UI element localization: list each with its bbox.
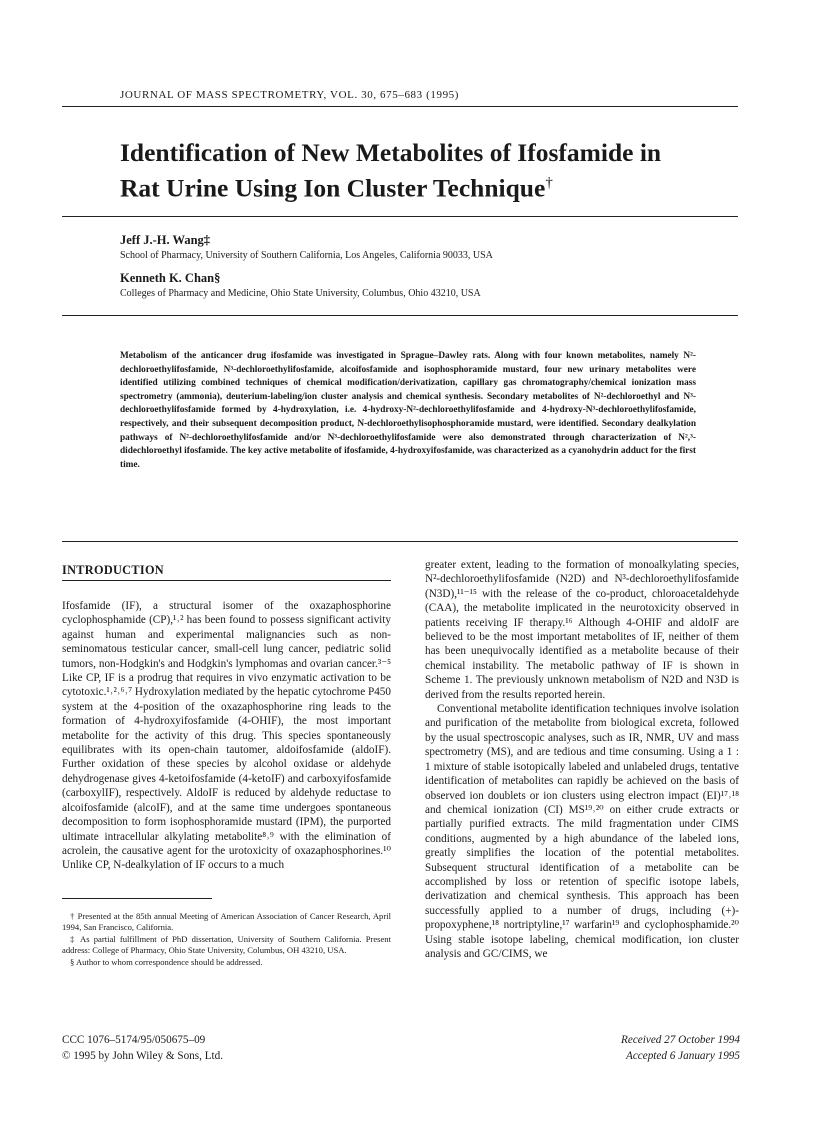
author-affiliation: School of Pharmacy, University of Southern California, Los Angeles, California 90033, USA: [120, 250, 493, 261]
body-paragraph: greater extent, leading to the formation of monoalkylating species, N²-dechloroethylifosfamide (N2D) and N³-dechloroethylifosfamide (N3D),¹¹⁻¹⁵ with the release of the co-product, chloroacetaldehyde (CAA), the metabolite implicated in the neurotoxicity observed in patients receiving IF therapy.¹⁶ Although 4-OHIF and aldoIF are believed to be the most important metabolites of IF, neither of them has been unequivocally identified as a metabolite because of their chemical instability. The metabolic pathway of IF is shown in Scheme 1. The previously unknown metabolism of N2D and N3D is derived from the results reported herein.: [425, 559, 739, 701]
publication-info: [62, 1032, 223, 1064]
footnote: § Author to whom correspondence should be addressed.: [70, 956, 263, 967]
ccc-code: CCC 1076–5174/95/050675–09: [62, 1034, 206, 1046]
title-footnote-mark: †: [545, 175, 553, 191]
title-rule: [62, 216, 738, 217]
journal-header: JOURNAL OF MASS SPECTROMETRY, VOL. 30, 675–683 (1995): [120, 89, 460, 101]
body-paragraph: Ifosfamide (IF), a structural isomer of the oxazaphosphorine cyclophosphamide (CP),¹˒² has been found to possess significant activity against human and experimental malignancies such as non-seminomatous testicular cancer, small-cell lung cancer, pediatric solid tumors, non-Hodgkin's and Hodgkin's lymphomas and ovarian cancer.³⁻⁵ Like CP, IF is a prodrug that requires in vivo enzymatic activation to be cytotoxic.¹˒²˒⁶˒⁷ Hydroxylation mediated by the hepatic cytochrome P450 system at the 4-position of the oxazaphosphorine ring leads to the formation of 4-hydroxyifosfamide (4-OHIF), the most important metabolite for the activity of this drug. This species spontaneously equilibrates with its open-chain tautomer, aldoifosfamide (aldoIF). Further oxidation of these species by alcohol oxidase or aldehyde dehydrogenase gives 4-ketoifosfamide (4-ketoIF) and carboxyifosfamide (carboxylIF), respectively. AldoIF is reduced by aldehyde reductase to alcoifosfamide (alcoIF), and at the same time undergoes spontaneous decomposition to form isophosphoramide mustard (IPM), the purported ultimate intracellular alkylating metabolite⁸˒⁹ with the elimination of acrolein, the causative agent for the urotoxicity of oxazaphosphorines.¹⁰ Unlike CP, N-dealkylation of IF occurs to a much: [62, 600, 391, 872]
title-line-2: Rat Urine Using Ion Cluster Technique: [120, 173, 546, 203]
author-affiliation: Colleges of Pharmacy and Medicine, Ohio State University, Columbus, Ohio 43210, USA: [120, 288, 481, 299]
authors-rule: [62, 315, 738, 316]
author-name: Jeff J.-H. Wang‡: [120, 233, 211, 247]
title-line-1: Identification of New Metabolites of Ifosfamide in: [120, 138, 662, 167]
copyright: © 1995 by John Wiley & Sons, Ltd.: [62, 1050, 224, 1062]
paper-title: [120, 137, 720, 204]
body-paragraph: Conventional metabolite identification techniques involve isolation and purification of the metabolite from biological excreta, followed by the usual spectroscopic analyses, such as IR, NMR, UV and mass spectrometry (MS), and are tedious and time consuming. Using a 1 : 1 mixture of stable isotopically labeled and unlabeled drugs, tentative identification of metabolites can rapidly be achieved on the basis of observed ion doublets or ion clusters using electron impact (EI)¹⁷˒¹⁸ and chemical ionization (CI) MS¹⁹˒²⁰ on either crude extracts or partially purified extracts. The mild fragmentation under CIMS conditions, augmented by a high abundance of the labeled ions, greatly simplifies the location of the potential metabolites. Subsequent structural identification of a metabolite can be accomplished by loss or retention of specific isotope labels, derivatization and chemical synthesis. This approach has been successfully applied to a number of drugs, including (+)-propoxyphene,¹⁸ nortriptyline,¹⁷ warfarin¹⁹ and cyclophosphamide.²⁰ Using stable isotope labeling, chemical modification, ion cluster analysis and GC/CIMS, we: [425, 703, 739, 960]
header-rule: [62, 106, 738, 107]
section-heading-underline: [62, 580, 391, 581]
footnote: † Presented at the 85th annual Meeting of American Association of Cancer Research, April 1994, San Francisco, California.: [62, 911, 391, 933]
right-column: [425, 558, 739, 961]
author-name: Kenneth K. Chan§: [120, 271, 221, 285]
section-heading-introduction: INTRODUCTION: [62, 563, 164, 577]
abstract: Metabolism of the anticancer drug ifosfamide was investigated in Sprague–Dawley rats. Along with four known metabolites, namely N²-dechloroethylifosfamide, N³-dechloroethylifosfamide, alcoifosfamide and isophosphoramide mustard, four new urinary metabolites were identified utilizing combined techniques of chemical modification/derivatization, capillary gas chromatography/chemical ionization mass spectrometry (ammonia), deuterium-labeling/ion cluster analysis and chemical synthesis. Secondary metabolites of N²-dechloroethyl and N³-dechloroethylifosfamide formed by 4-hydroxylation, i.e. 4-hydroxy-N²-dechloroethylifosfamide and 4-hydroxy-N³-dechloroethylifosfamide, respectively, and their subsequent decomposition product, N-dechloroethylisophosphoramide mustard, were identified. Secondary dealkylation pathways of N²-dechloroethylifosfamide and/or N³-dechloroethylifosfamide were also demonstrated through characterization of N²,³-didechloroethyl ifosfamide. The key active metabolite of ifosfamide, 4-hydroxyifosfamide, was characterized as a cyanohydrin adduct for the first time.: [120, 351, 696, 470]
author-block-2: [120, 271, 481, 299]
accepted-date: Accepted 6 January 1995: [625, 1050, 740, 1062]
received-date: Received 27 October 1994: [621, 1034, 740, 1046]
footnote: ‡ As partial fulfillment of PhD dissertation, University of Southern California. Present address: College of Pharmacy, Ohio State University, Columbus, OH 43210, USA.: [62, 933, 391, 956]
footnote-rule: [62, 898, 212, 899]
left-column: [62, 599, 391, 873]
footnotes: [62, 911, 391, 968]
received-dates: [540, 1032, 740, 1064]
author-block-1: [120, 233, 493, 261]
abstract-rule: [62, 541, 738, 542]
